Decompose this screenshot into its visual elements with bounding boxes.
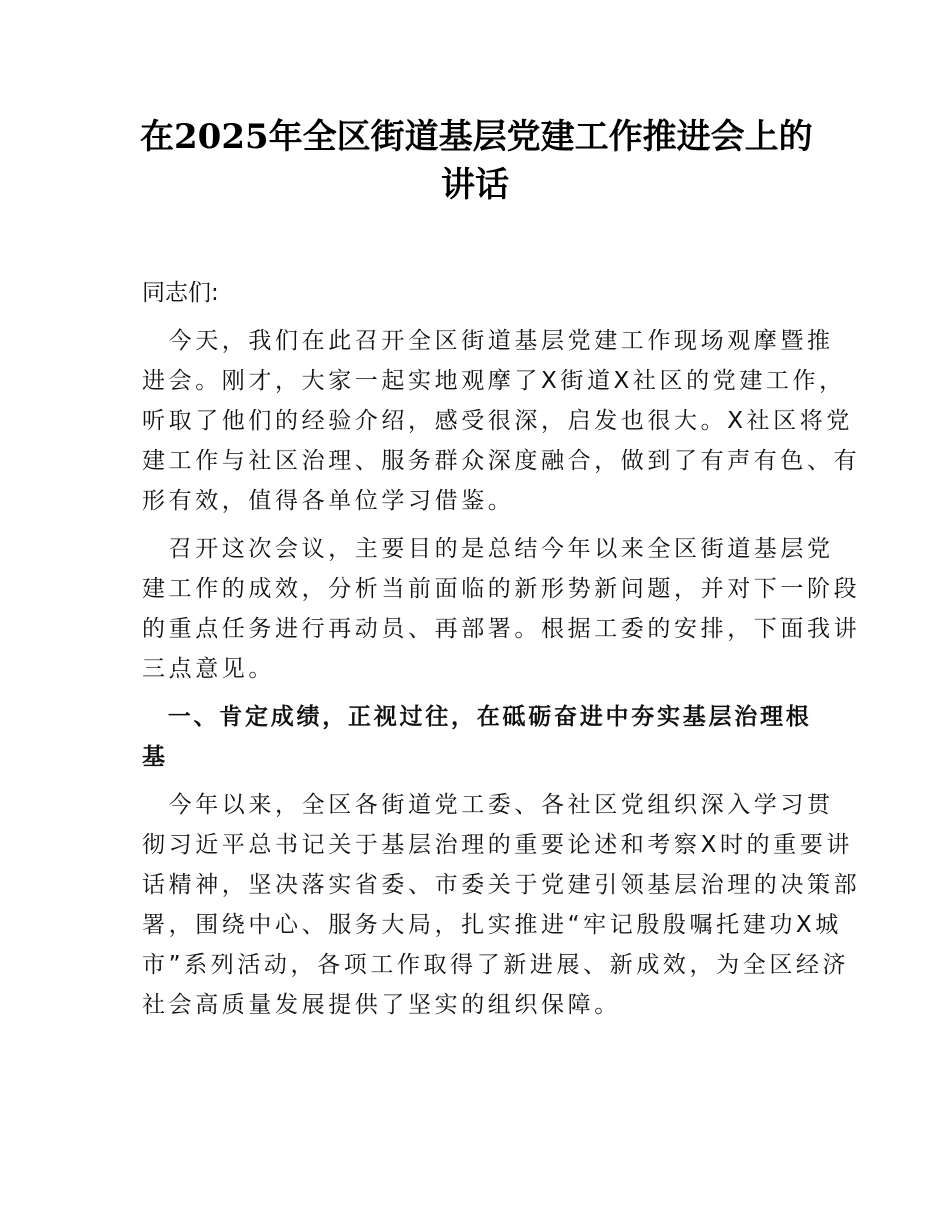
text-line: 社会高质量发展提供了坚实的组织保障。	[142, 992, 621, 1018]
title-line-2: 讲话	[441, 165, 509, 205]
text-line: 市”系列活动，各项工作取得了新进展、新成效，为全区经济	[142, 952, 850, 978]
salutation: 同志们:	[142, 280, 219, 306]
text-line: 今天，我们在此召开全区街道基层党建工作现场观摩暨推	[142, 328, 834, 354]
text-line: 进会。刚才，大家一起实地观摩了X街道X社区的党建工作，	[142, 368, 846, 394]
heading-line: 一、肯定成绩，正视过往，在砥砺奋进中夯实基层治理根	[142, 704, 810, 730]
text-line: 听取了他们的经验介绍，感受很深，启发也很大。X社区将党	[142, 408, 853, 434]
heading-line: 基	[142, 744, 167, 770]
text-line: 今年以来，全区各街道党工委、各社区党组织深入学习贯	[142, 792, 834, 818]
paragraph-section-1	[142, 785, 861, 1025]
paragraph-purpose	[142, 529, 861, 689]
section-heading-1	[142, 697, 810, 777]
paragraph-opening	[142, 321, 861, 521]
text-line: 召开这次会议，主要目的是总结今年以来全区街道基层党	[142, 536, 834, 562]
text-line: 形有效，值得各单位学习借鉴。	[142, 488, 515, 514]
text-line: 的重点任务进行再动员、再部署。根据工委的安排，下面我讲	[142, 616, 861, 642]
text-line: 三点意见。	[142, 656, 275, 682]
title-line-1: 在2025年全区街道基层党建工作推进会上的	[140, 117, 813, 157]
text-line: 话精神，坚决落实省委、市委关于党建引领基层治理的决策部	[142, 872, 861, 898]
text-line: 建工作的成效，分析当前面临的新形势新问题，并对下一阶段	[142, 576, 861, 602]
text-line: 建工作与社区治理、服务群众深度融合，做到了有声有色、有	[142, 448, 861, 474]
text-line: 彻习近平总书记关于基层治理的重要论述和考察X时的重要讲	[142, 832, 853, 858]
document-title	[140, 113, 813, 209]
text-line: 署，围绕中心、服务大局，扎实推进“牢记殷殷嘱托建功X城	[142, 912, 842, 938]
document-body	[142, 273, 861, 1033]
